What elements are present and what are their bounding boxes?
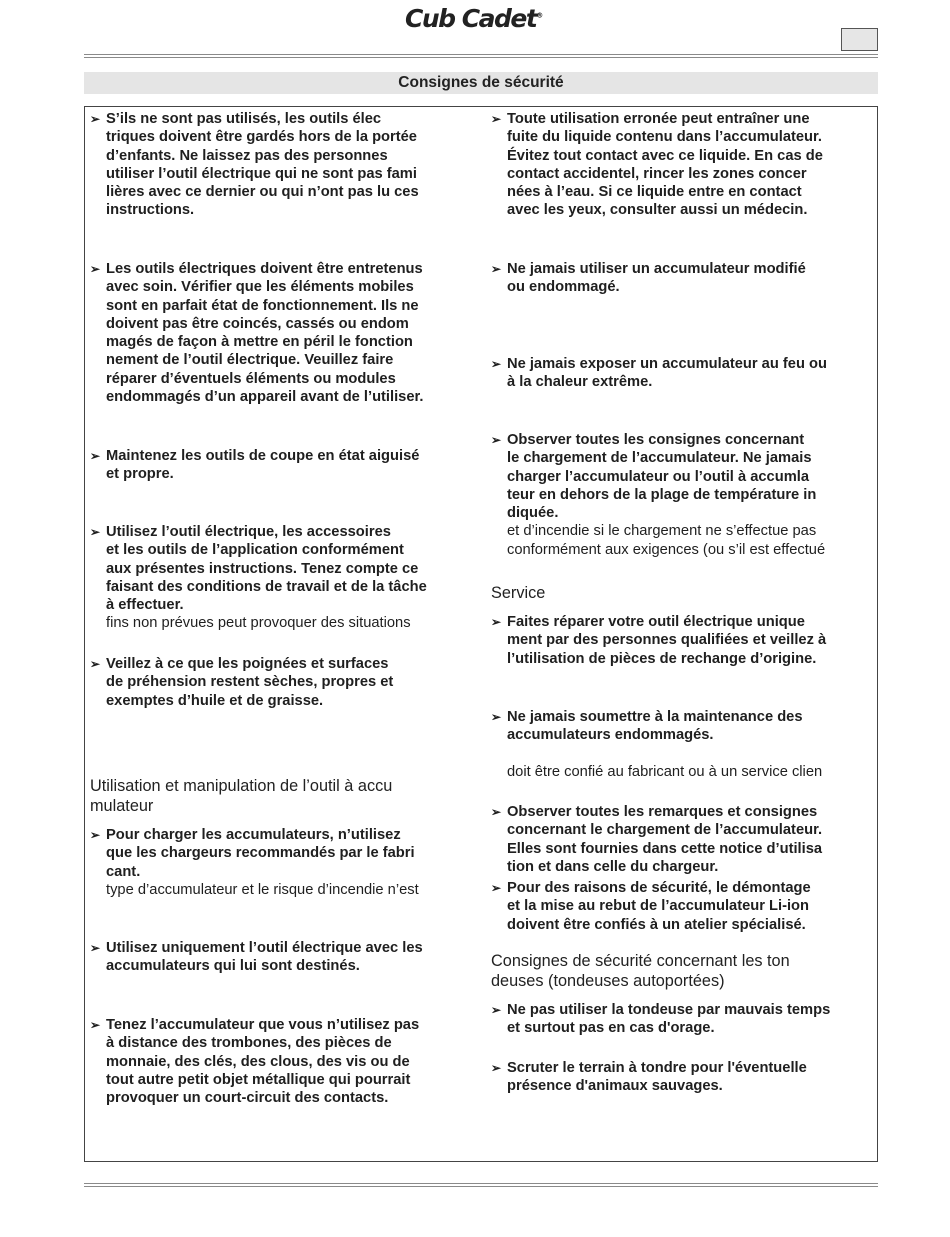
list-item: ➢ Toute utilisation erronée peut entraîner une fuite du liquide contenu dans l’accumulateur. Évitez tout contact avec ce liquide. En cas de contact accidentel, rincer les zones concer nées à l’eau. Si ce liquide entre en contact avec les yeux, consulter aussi un médecin.: [491, 111, 823, 219]
page-number-box: [841, 28, 878, 51]
arrow-bullet-icon: ➢: [90, 112, 101, 126]
arrow-bullet-icon: ➢: [90, 657, 101, 671]
list-item: ➢ Faites réparer votre outil électrique unique ment par des personnes qualifiées et veillez à l’utilisation de pièces de rechange d’origine.: [491, 614, 827, 667]
list-item: ➢ Tenez l’accumulateur que vous n’utilisez pas à distance des trombones, des pièces de monnaie, des clés, des clous, des vis ou de tout autre petit objet métallique qui pourrait provoquer un court-circuit des contacts.: [90, 1017, 420, 1107]
header-rule: [84, 54, 878, 55]
list-item: ➢ Observer toutes les consignes concernant le chargement de l’accumulateur. Ne jamais charger l’accumulateur ou l’outil à accumla teur en dehors de la plage de température in diquée. et d’incendie si le chargement ne s’effectue pas conformément aux exigences (ou s’il est effectué: [491, 432, 826, 558]
subsection-heading: Utilisation et manipulation de l’outil à accu mulateur: [90, 777, 393, 815]
arrow-bullet-icon: ➢: [491, 262, 502, 276]
list-item: ➢ Ne jamais soumettre à la maintenance des accumulateurs endommagés.: [491, 709, 803, 744]
arrow-bullet-icon: ➢: [491, 1003, 502, 1017]
mower-safety-heading: Consignes de sécurité concernant les ton deuses (tondeuses autoportées): [491, 952, 790, 990]
list-item: ➢ Ne pas utiliser la tondeuse par mauvais temps et surtout pas en cas d'orage.: [491, 1002, 831, 1037]
arrow-bullet-icon: ➢: [491, 112, 502, 126]
footer-rule: [84, 1183, 878, 1184]
arrow-bullet-icon: ➢: [90, 828, 101, 842]
list-item: ➢ Pour des raisons de sécurité, le démontage et la mise au rebut de l’accumulateur Li-ion doivent être confiés à un atelier spécialisé.: [491, 880, 811, 933]
list-item: ➢ Utilisez uniquement l’outil électrique avec les accumulateurs qui lui sont destinés.: [90, 940, 423, 975]
list-item: ➢ Les outils électriques doivent être entretenus avec soin. Vérifier que les éléments mobiles sont en parfait état de fonctionnement. Ils ne doivent pas être coincés, cassés ou endom magés de façon à mettre en péril le fonction nement de l’outil électrique. Veuillez faire réparer d’éventuels éléments ou modules endommagés d’un appareil avant de l’utiliser.: [90, 261, 424, 406]
list-item: ➢ Ne jamais utiliser un accumulateur modifié ou endommagé.: [491, 261, 806, 296]
brand-logo: Cub Cadet®: [405, 4, 544, 33]
list-item: ➢ Observer toutes les remarques et consignes concernant le chargement de l’accumulateur. Elles sont fournies dans cette notice d’utilisa tion et dans celle du chargeur.: [491, 804, 823, 875]
arrow-bullet-icon: ➢: [491, 805, 502, 819]
footer-rule-secondary: [84, 1186, 878, 1187]
section-title: Consignes de sécurité: [84, 72, 878, 94]
arrow-bullet-icon: ➢: [90, 262, 101, 276]
arrow-bullet-icon: ➢: [90, 449, 101, 463]
service-note: doit être confié au fabricant ou à un service clien: [507, 764, 823, 780]
list-item: ➢ Scruter le terrain à tondre pour l'éventuelle présence d'animaux sauvages.: [491, 1060, 807, 1095]
arrow-bullet-icon: ➢: [491, 881, 502, 895]
header-rule-secondary: [84, 57, 878, 58]
arrow-bullet-icon: ➢: [90, 1018, 101, 1032]
list-item: ➢ Utilisez l’outil électrique, les accessoires et les outils de l’application conformément aux présentes instructions. Tenez compte ce faisant des conditions de travail et de la tâche à effectuer. fins non prévues peut provoquer des situations: [90, 524, 427, 632]
list-item: ➢ Ne jamais exposer un accumulateur au feu ou à la chaleur extrême.: [491, 356, 827, 391]
arrow-bullet-icon: ➢: [491, 710, 502, 724]
list-item: ➢ S’ils ne sont pas utilisés, les outils élec triques doivent être gardés hors de la portée d’enfants. Ne laissez pas des personnes utiliser l’outil électrique qui ne sont pas fami lières avec ce dernier ou qui n’ont pas lu ces instructions.: [90, 111, 419, 219]
arrow-bullet-icon: ➢: [491, 615, 502, 629]
arrow-bullet-icon: ➢: [491, 1061, 502, 1075]
service-heading: Service: [491, 584, 546, 602]
arrow-bullet-icon: ➢: [90, 525, 101, 539]
arrow-bullet-icon: ➢: [491, 433, 502, 447]
arrow-bullet-icon: ➢: [491, 357, 502, 371]
arrow-bullet-icon: ➢: [90, 941, 101, 955]
list-item: ➢ Maintenez les outils de coupe en état aiguisé et propre.: [90, 448, 420, 483]
list-item: ➢ Veillez à ce que les poignées et surfaces de préhension restent sèches, propres et exemptes d’huile et de graisse.: [90, 656, 394, 709]
list-item: ➢ Pour charger les accumulateurs, n’utilisez que les chargeurs recommandés par le fabri cant. type d’accumulateur et le risque d’incendie n’est: [90, 827, 419, 898]
